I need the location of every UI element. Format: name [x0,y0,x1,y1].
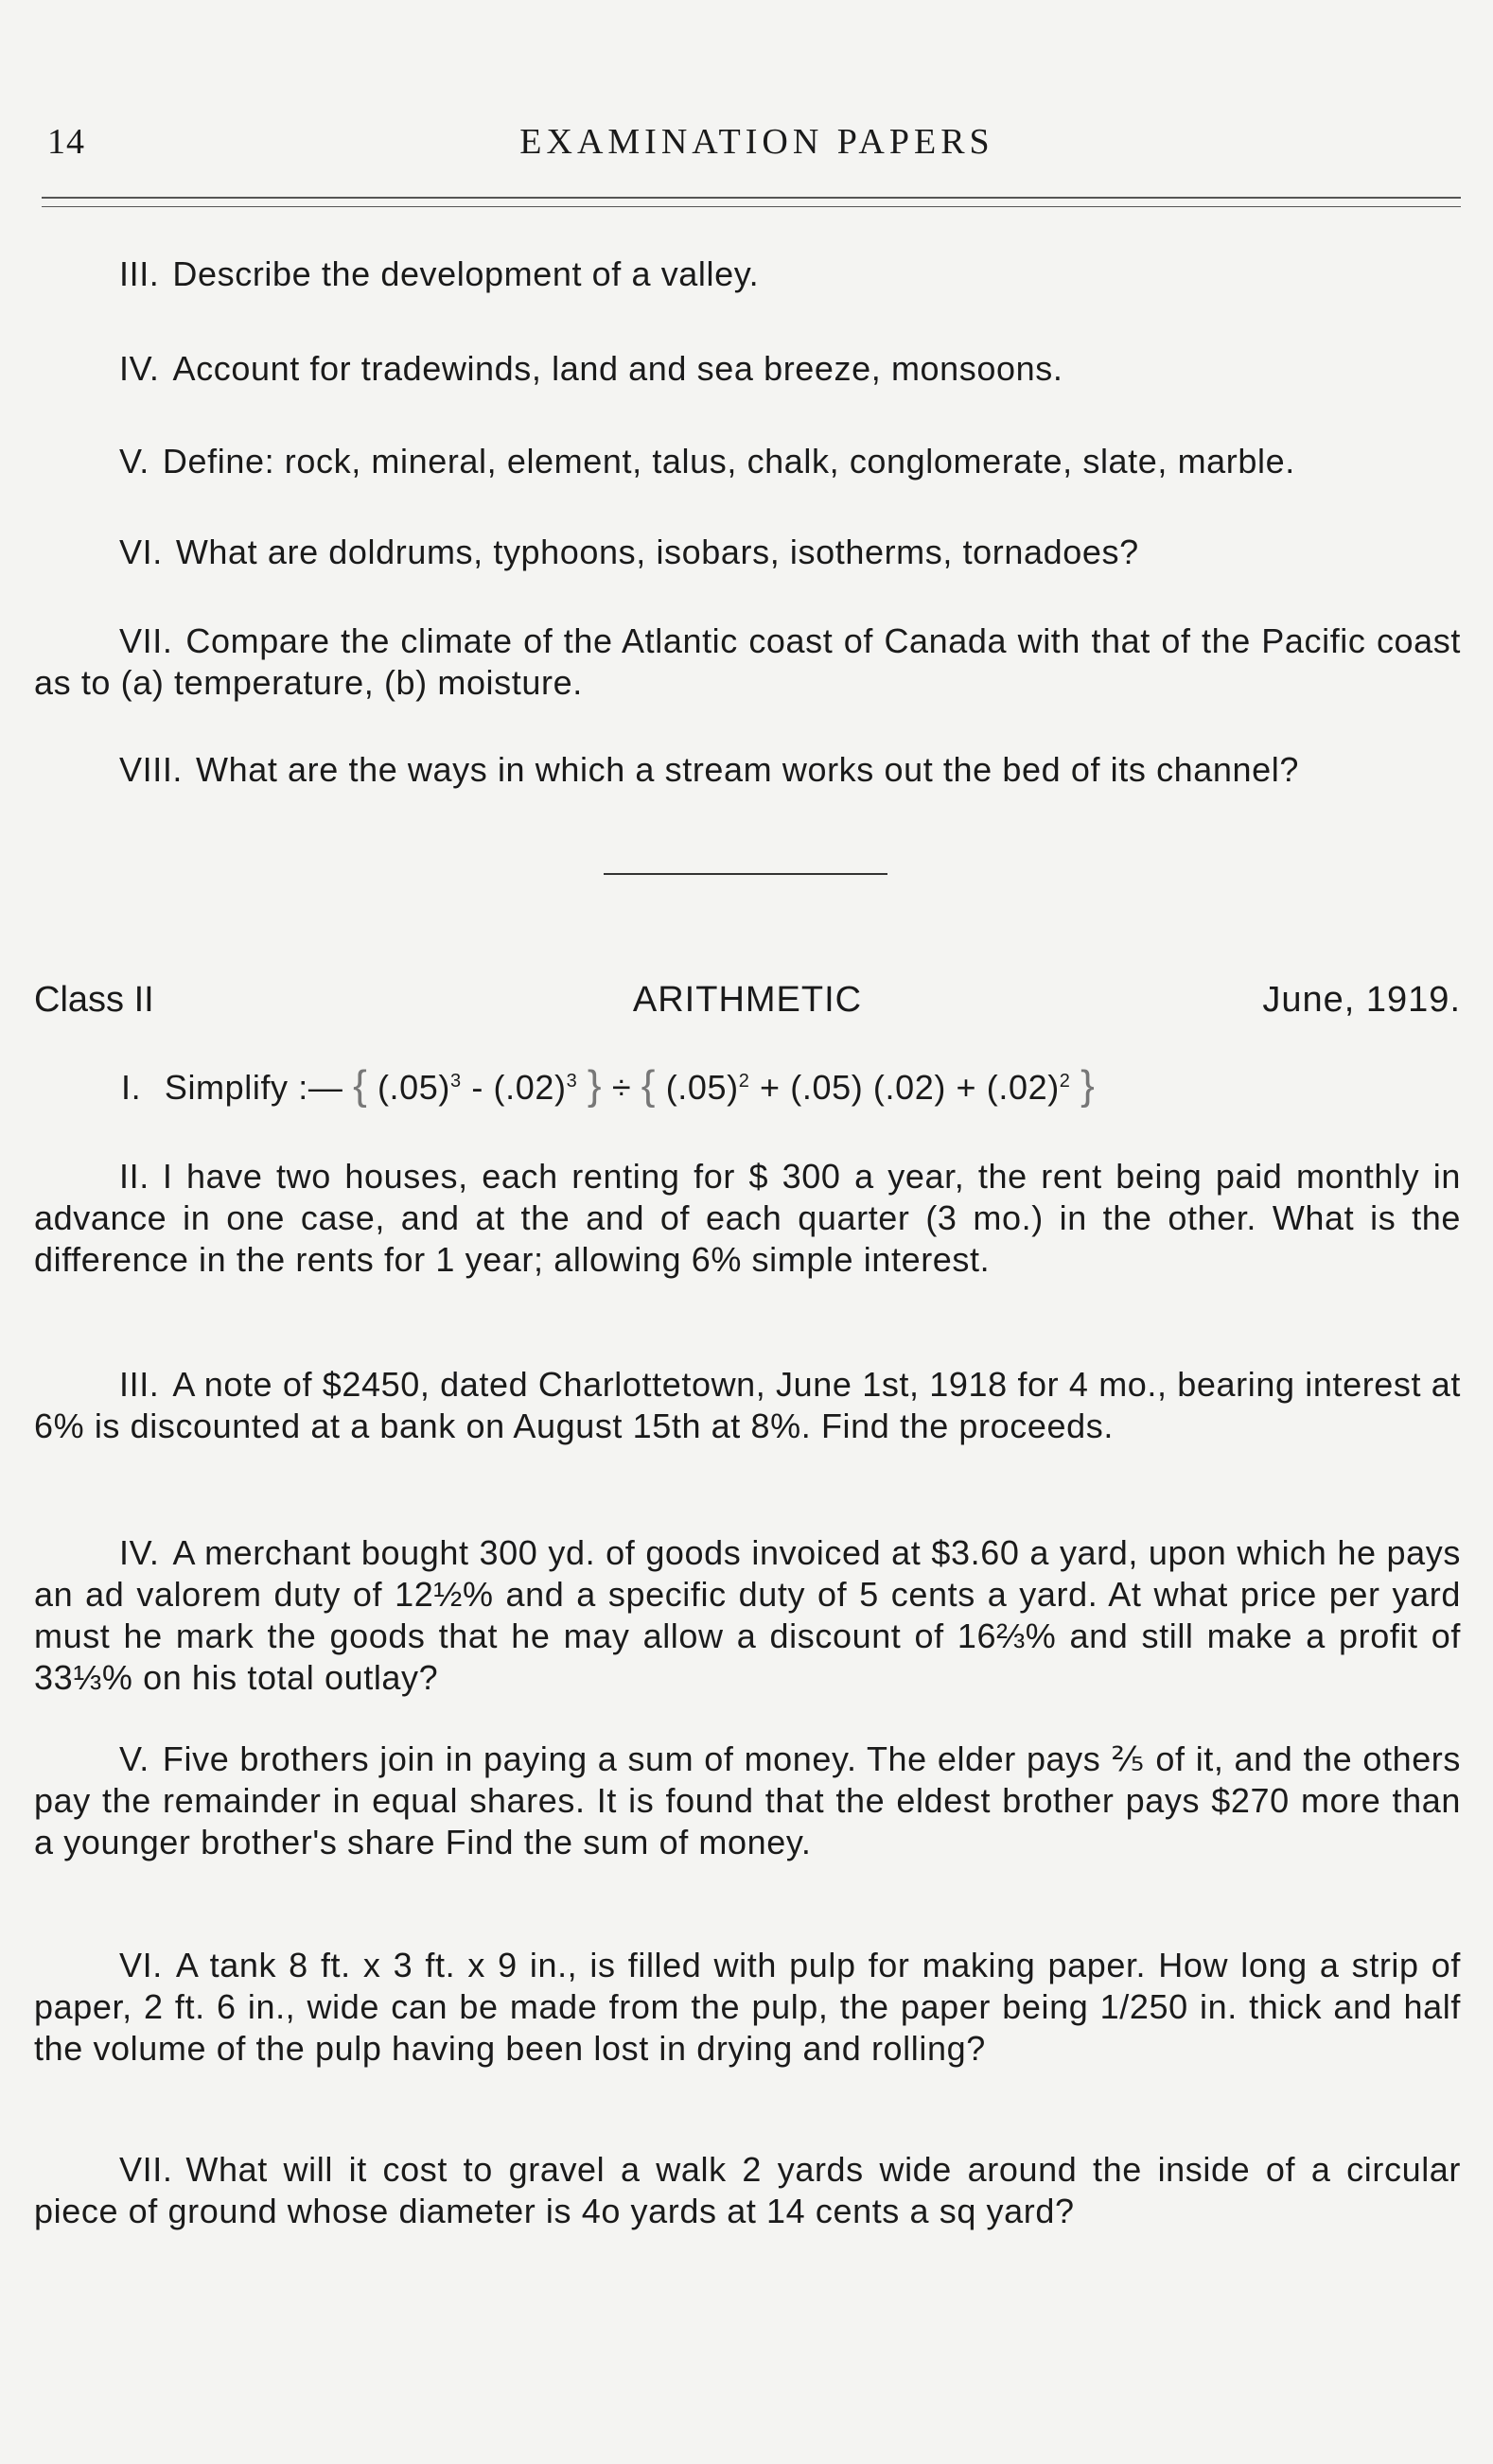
header-rule-thin [42,206,1461,207]
question-iii-geography [34,253,1461,295]
running-head: EXAMINATION PAPERS [519,122,994,162]
question-text: Define: rock, mineral, element, talus, chalk, conglomerate, slate, marble. [162,442,1295,481]
question-numeral: V. [119,1739,149,1778]
page-number: 14 [47,122,85,162]
brace-close: } [587,1062,603,1109]
brace-close: } [1080,1062,1096,1109]
subject-title: ARITHMETIC [632,980,863,1020]
operator-plus: + [945,1068,987,1107]
question-text: What will it cost to gravel a walk 2 yards wide around the inside of a circular piece of ground whose diameter is 4o yards at 14 cents a sq yard? [34,2150,1461,2230]
question-text: A tank 8 ft. x 3 ft. x 9 in., is filled with pulp for making paper. How long a strip of paper, 2 ft. 6 in., wide can be made from the pulp, the paper being 1/250 in. thick and half the volume of the pulp having been lost in drying and rolling? [34,1946,1461,2068]
question-text: Describe the development of a valley. [172,254,760,293]
operator-minus: - [461,1068,494,1107]
question-text: Compare the climate of the Atlantic coast of Canada with that of the Pacific coast as to (a) temperature, (b) moisture. [34,621,1461,702]
question-numeral: VI. [119,533,163,571]
exponent-3: 2 [738,1071,750,1092]
exam-date: June, 1919. [1262,980,1461,1020]
question-numeral: VII. [119,621,173,660]
question-numeral: IV. [119,349,160,388]
class-label: Class II [34,980,154,1020]
question-text: Five brothers join in paying a sum of money. The elder pays ⅖ of it, and the others pay the remainder in equal shares. It is found that the eldest brother pays $270 more than a younger brother's share Find the sum of money. [34,1739,1461,1861]
section-header [34,980,1461,1027]
brace-open: { [353,1062,368,1109]
exponent-2: 3 [566,1071,578,1092]
question-v-arithmetic [34,1739,1461,1863]
question-text: Account for tradewinds, land and sea breeze, monsoons. [172,349,1063,388]
question-text: What are the ways in which a stream works out the bed of its channel? [196,750,1299,789]
question-vi-geography [34,532,1461,573]
term-1: (.05) [377,1068,450,1107]
question-v-geography [34,441,1461,482]
header-rule [42,197,1461,199]
term-5: (.02) [986,1068,1060,1107]
exponent-1: 3 [450,1071,462,1092]
question-text: A note of $2450, dated Charlottetown, June 1st, 1918 for 4 mo., bearing interest at 6% is discounted at a bank on August 15th at 8%. Find the proceeds. [34,1365,1461,1445]
page-header [47,121,1467,168]
question-vi-arithmetic [34,1945,1461,2070]
exponent-5: 2 [1059,1071,1071,1092]
question-vii-arithmetic [34,2149,1461,2232]
question-numeral: VIII. [119,750,184,789]
brace-open: { [641,1062,657,1109]
question-numeral: III. [119,254,160,293]
question-numeral: V. [119,442,149,481]
question-text: I have two houses, each renting for $ 300 a year, the rent being paid monthly in advance in one case, and at the and of each quarter (3 mo.) in the other. What is the difference in the rents for 1 year; allowing 6% simple interest. [34,1157,1461,1279]
operator-plus: + [749,1068,791,1107]
question-vii-geography [34,620,1461,704]
question-numeral: II. [119,1157,149,1196]
question-numeral: I. [121,1068,142,1107]
question-viii-geography [34,749,1461,791]
term-2: (.02) [493,1068,567,1107]
question-iii-arithmetic [34,1364,1461,1447]
question-text: What are doldrums, typhoons, isobars, isotherms, tornadoes? [175,533,1139,571]
term-4: (.05) (.02) [790,1068,946,1107]
question-numeral: VI. [119,1946,163,1984]
question-text: A merchant bought 300 yd. of goods invoiced at $3.60 a yard, upon which he pays an ad valorem duty of 12½% and a specific duty of 5 cents a yard. At what price per yard must he mark the goods that he may allow a discount of 16⅔% and still make a profit of 33⅓% on his total outlay? [34,1533,1461,1697]
operator-divide: ÷ [611,1068,641,1107]
question-i-arithmetic [121,1062,1351,1109]
simplify-prefix: Simplify :— [164,1068,343,1107]
question-numeral: IV. [119,1533,160,1572]
question-numeral: III. [119,1365,160,1404]
section-separator [604,873,887,875]
question-ii-arithmetic [34,1156,1461,1281]
term-3: (.05) [665,1068,739,1107]
question-numeral: VII. [119,2150,173,2189]
question-iv-geography [34,348,1461,390]
question-iv-arithmetic [34,1532,1461,1699]
